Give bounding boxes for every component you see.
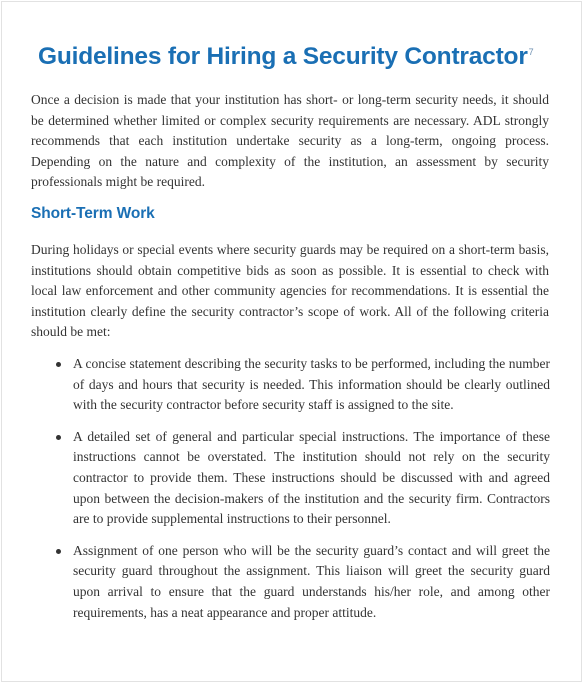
document-title (38, 36, 558, 73)
criteria-item (56, 427, 550, 530)
section-heading: Short-Term Work (31, 205, 155, 222)
criteria-list (56, 354, 550, 634)
intro-paragraph: Once a decision is made that your institution has short- or long-term security needs, it should be determined whether limited or complex security requirements are necessary. ADL strongly recommends that each institution undertake security as a long-term, ongoing process. Depending on the nature and complexity of the institution, an assessment by security professionals might be required. (31, 92, 549, 190)
document-title-text: Guidelines for Hiring a Security Contractor (38, 43, 528, 71)
bullet-dot-icon (56, 362, 61, 367)
criteria-item-text: A concise statement describing the security tasks to be performed, including the number of days and hours that security is needed. This information should be clearly outlined with the security contractor before security staff is assigned to the site. (73, 356, 550, 413)
criteria-item-text: A detailed set of general and particular special instructions. The importance of these instructions cannot be overstated. The institution should not rely on the security contractor to provide them. These instructions should be discussed with and agreed upon between the decision-makers of the institution and the security firm. Contractors are to provide supplemental instructions to their personnel. (73, 428, 550, 527)
title-footnote-marker: 7 (528, 47, 534, 57)
criteria-item-text: Assignment of one person who will be the security guard’s contact and will greet the security guard throughout the assignment. This liaison will greet the security guard upon arrival to ensure that the guard understands his/her role, and among other requirements, has a neat appearance and proper attitude. (73, 542, 550, 620)
bullet-dot-icon (56, 549, 61, 554)
section-paragraph: During holidays or special events where security guards may be required on a short-term basis, institutions should obtain competitive bids as soon as possible. It is essential to check with local law enforcement and other community agencies for recommendations. It is essential the institution clearly define the security contractor’s scope of work. All of the following criteria should be met: (31, 242, 549, 340)
criteria-item (56, 541, 550, 623)
criteria-item (56, 354, 550, 416)
bullet-dot-icon (56, 435, 61, 440)
